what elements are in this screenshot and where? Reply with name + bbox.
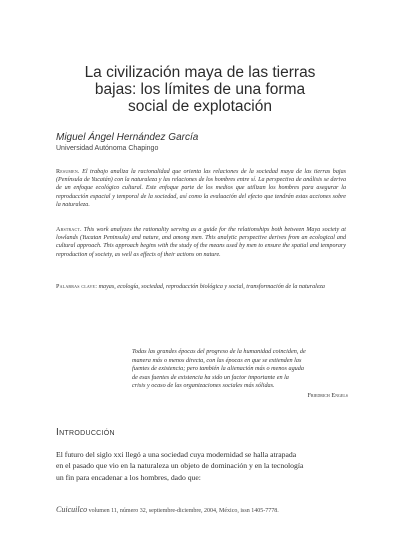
abstract-spanish-text: El trabajo analiza la racionalidad que orienta las relaciones de la sociedad maya de las tierras bajas (Península de Yucatán) con la naturaleza y las relaciones de los hombres entre sí. La perspectiva de análisis se deriva de un enfoque ecológico cultural. Este enfoque parte de los medios que utilizan los hombres para asegurar la reproducción espacial y temporal de la sociedad, así como la evaluación del efecto que tendrán estas acciones sobre la naturaleza. bbox=[56, 169, 346, 208]
section-heading: Introducción bbox=[56, 427, 115, 438]
abstract-spanish bbox=[56, 168, 346, 209]
abstract-english bbox=[56, 226, 346, 259]
journal-footer bbox=[56, 505, 356, 514]
epigraph-line: Todas las grandes épocas del progreso de la humanidad coinciden, de bbox=[132, 348, 306, 355]
article-title bbox=[40, 64, 360, 115]
title-line: La civilización maya de las tierras bbox=[84, 64, 316, 81]
keywords-text: mayas, ecología, sociedad, reproducción biológica y social, transformación de la naturaleza bbox=[98, 284, 325, 290]
journal-name: uicuilco bbox=[61, 505, 88, 514]
citation-details: volumen 11, número 32, septiembre-diciembre, 2004, México, issn 1405-7778. bbox=[88, 508, 279, 514]
epigraph-line: manera más o menos directa, con las épocas en que se extienden las bbox=[132, 356, 302, 364]
epigraph-line: crisis y ocaso de las organizaciones sociales más sólidas. bbox=[132, 382, 275, 390]
keywords bbox=[56, 283, 346, 291]
journal-name-initial: C bbox=[56, 505, 62, 514]
title-line: bajas: los límites de una forma bbox=[94, 81, 306, 98]
abstract-english-label: Abstract. bbox=[56, 227, 82, 233]
epigraph-line: de esas fuentes de existencia ha sido un factor importante en la bbox=[132, 373, 289, 381]
body-paragraph bbox=[56, 449, 348, 483]
title-line: social de explotación bbox=[128, 98, 272, 115]
epigraph-line: fuentes de existencia; pero también la alienación más o menos aguda bbox=[132, 365, 304, 373]
body-line: El futuro del siglo xxi llegó a una sociedad cuya modernidad se halla atrapada bbox=[56, 450, 297, 459]
author-affiliation: Universidad Autónoma Chapingo bbox=[56, 145, 159, 152]
body-line: en el pasado que vio en la naturaleza un objeto de dominación y en la tecnología bbox=[56, 461, 304, 471]
epigraph-author: Friedrich Engels bbox=[307, 391, 348, 399]
abstract-spanish-label: Resumen. bbox=[56, 169, 80, 175]
body-line: un fin para encadenar a los hombres, dado que: bbox=[56, 472, 201, 482]
epigraph bbox=[132, 348, 348, 401]
keywords-label: Palabras clave: bbox=[56, 284, 98, 290]
abstract-english-text: This work analyzes the rationality serving as a guide for the relationships both between Maya society at lowlands (Yucatan Peninsula) and nature, and among men. This analytic perspective derives from an ecological and cultural approach. This approach begins with the study of the means used by men to ensure the spatial and temporary reproduction of society, as well as effects of their actions on nature. bbox=[56, 227, 346, 258]
author-name: Miguel Ángel Hernández García bbox=[56, 132, 199, 143]
